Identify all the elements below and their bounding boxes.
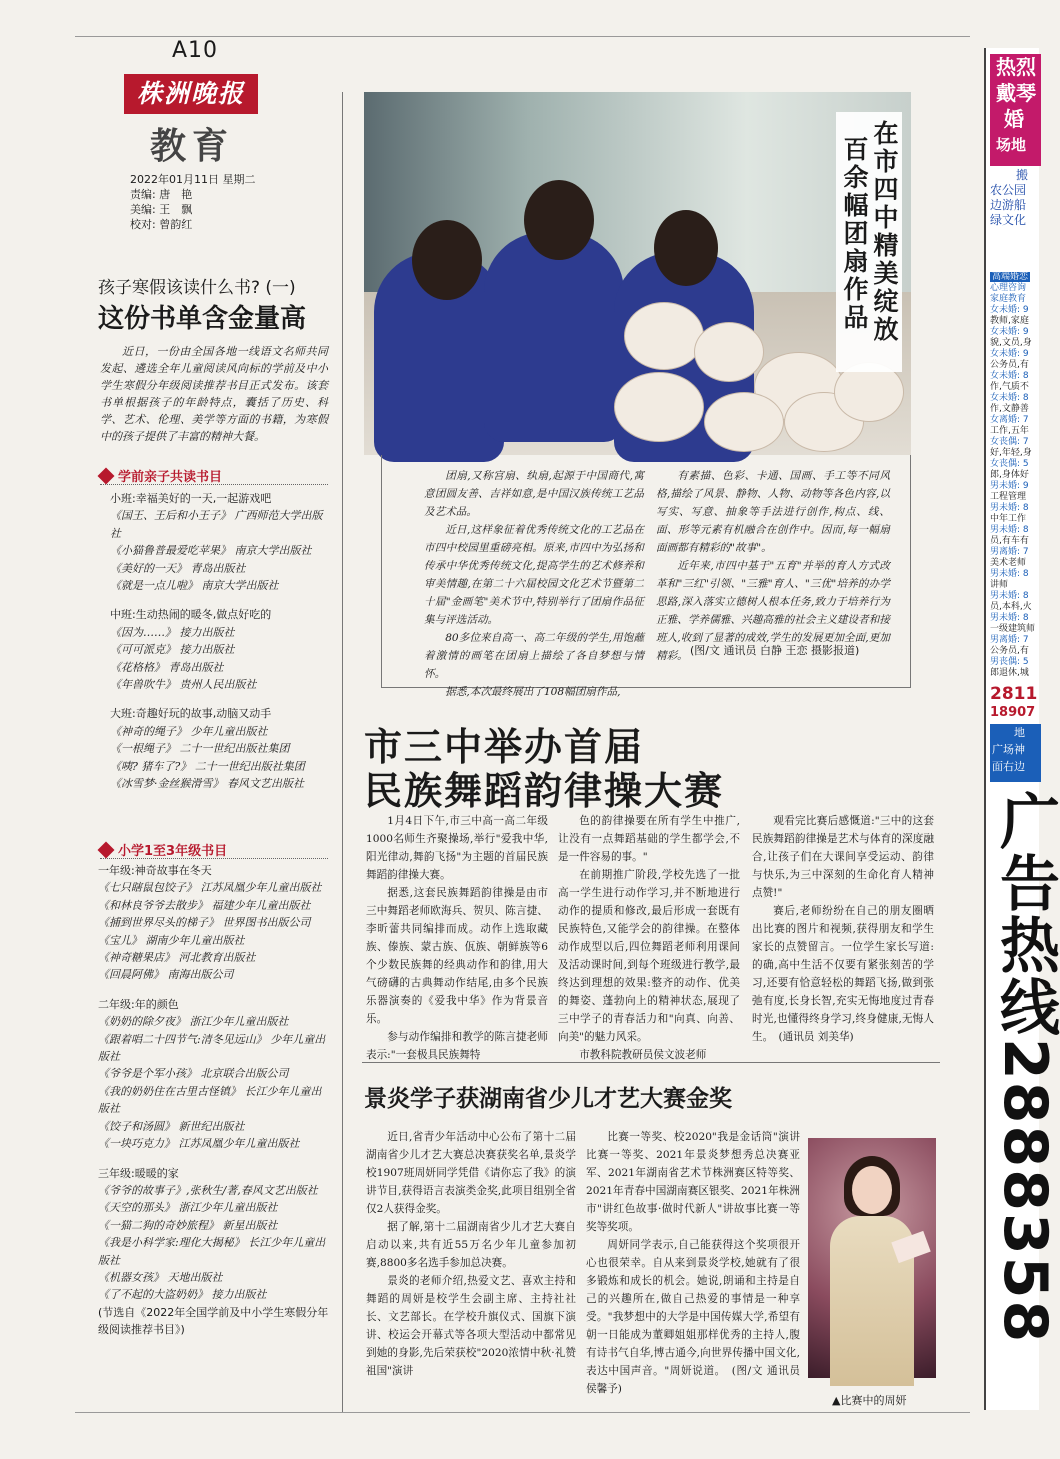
ad-listing-line: 讲师 [990,580,1009,590]
ad-listing-line: 女未婚: 9 [990,305,1029,315]
ad-listing-line: 男未婚: 8 [990,613,1029,623]
lead-article-intro: 近日，一份由全国各地一线语文名师共同发起、遴选全年儿童阅读风向标的学前及中小学生寒假分年级阅读推荐书目正式发布。该套书单根据孩子的年龄特点，囊括了历史、科学、艺术、伦理、美学等方面的书籍，为寒假中的孩子提供了丰富的精神大餐。 [100,345,328,443]
book-entry: 《美好的一天》 青岛出版社 [110,561,246,575]
paragraph: 近日,这样象征着优秀传统文化的工艺品在市四中校园里重磅亮相。原来,市四中为弘扬和传承中华优秀传统文化,提高学生的艺术修养和审美情趣,在第二十六届校园文化艺术节暨第二十届"金画笔"美术节中,特别举行了团扇作品征集与评选活动。 [424,524,644,626]
portrait-caption: ▲比赛中的周妍 [832,1394,907,1407]
book-group-label: 大班:奇趣好玩的故事,动脑又动手 [110,707,272,721]
ad-listing-line: 好,年轻,身 [990,448,1032,458]
book-entry: 《神奇的绳子》 少年儿童出版社 [110,724,268,738]
ad-listing-line: 男未婚: 9 [990,481,1029,491]
paragraph: 据了解,第十二届湖南省少儿才艺大赛自启动以来,共有近55万名少年儿童参加初赛,8800多名选手参加总决赛。 [366,1221,576,1269]
book-entry: 《就是一点儿啦》 南京大学出版社 [110,579,279,593]
ad-listing-line: 男未婚: 8 [990,591,1029,601]
ad-headline [990,54,1041,166]
ad-listing-line: 高端婚恋 [992,272,1029,282]
newspaper-masthead: 株洲晚报 [124,74,258,114]
book-entry: 《咦? 猪车了?》 二十一世纪出版社集团 [110,759,305,773]
dance-article-title-line2: 民族舞蹈韵律操大赛 [364,769,725,813]
subsection-preschool-heading [100,466,222,485]
preschool-book-list [110,490,328,793]
book-entry: 《和林良爷爷去散步》 福建少年儿童出版社 [98,898,311,912]
ad-listing-line: 男未婚: 8 [990,503,1029,513]
ad-subtext-line: 边游船 [990,198,1027,212]
book-entry: 《小猫鲁普最爱吃苹果》 南京大学出版社 [110,544,312,558]
ad-subtext [990,168,1041,228]
fan-article-col1 [424,467,644,701]
subsection-rule [100,858,328,859]
ad-listing-line: 作,气质不 [990,382,1029,392]
ad-listing-line: 员,本科,火 [990,602,1032,612]
ad-listing-line: 男离婚: 7 [990,635,1029,645]
ad-listing-line: 一级建筑师 [990,624,1036,634]
book-group-label: 中班:生动热闹的暖冬,做点好吃的 [110,608,272,622]
article-separator [362,1062,940,1063]
list-spacer [110,693,328,705]
book-entry: 《跟着唱二十四节气:清冬见远山》 少年儿童出版社 [98,1032,326,1064]
subsection-grade1-3-heading [100,840,227,859]
paragraph: 赛后,老师纷纷在自己的朋友圈晒出比赛的图片和视频,获得朋友和学生家长的点赞留言。一位学生家长写道:的确,高中生活不仅要有紧张刻苦的学习,还要有恰意轻松的舞蹈飞扬,做到张弛有度,长身长智,充实无悔地度过青春时光,也懂得终身学习,终身健康,无悔人生。 (通讯员 刘美华) [752,905,934,1043]
fan-text-border [381,455,382,687]
ad-listing-line: 工程管理 [990,492,1027,502]
photo-headline-line2: 百余幅团扇作品 [840,136,869,332]
paragraph: 市教科院教研员侯文波老师 [579,1049,707,1061]
ad-subtext-line: 搬 [1016,168,1029,182]
book-entry: 《一块巧克力》 江苏凤凰少年儿童出版社 [98,1137,300,1151]
book-entry: 《因为……》 接力出版社 [110,625,235,639]
book-entry: 《花格格》 青岛出版社 [110,660,224,674]
book-entry: 《机器女孩》 天地出版社 [98,1270,223,1284]
paragraph: 观看完比赛后感慨道:"三中的这套民族舞蹈韵律操是艺术与体育的深度融合,让孩子们在大课间享受运动、韵律与快乐,为三中深刻的生命化育人精神点赞!" [752,815,934,899]
paragraph: 据悉,这套民族舞蹈韵律操是由市三中舞蹈老师欧海兵、贺贝、陈言捷、李昕蕾共同编排而成。动作上选取藏族、傣族、蒙古族、佤族、朝鲜族等6个少数民族舞的经典动作和韵律,用大气磅礴的古典舞动作结尾,由多个民族乐器演奏的《爱我中华》作为背景音乐。 [366,887,548,1025]
subsection-rule [100,484,328,485]
ad-listing-line: 教师,家庭 [990,316,1029,326]
book-group-label: 一年级:神奇故事在冬天 [98,864,212,877]
book-group-label: 二年级:年的颜色 [98,997,179,1011]
ad-address-line: 地 [1014,726,1025,739]
book-entry: 《神奇糖果店》 河北教育出版社 [98,951,256,965]
diamond-icon [98,468,115,485]
ad-headline-line: 热烈 [996,55,1036,79]
issue-date: 2022年01月11日 星期二 [130,173,256,186]
ad-listing-line: 家庭教育 [990,294,1027,304]
ad-phone-secondary: 18907 [990,705,1036,720]
ad-listing-line: 男离婚: 7 [990,547,1029,557]
lead-article-kicker: 孩子寒假该读什么书? (一) [98,278,296,298]
dance-article-col2 [558,812,740,1064]
jingyan-article-title: 景炎学子获湖南省少儿才艺大赛金奖 [364,1086,732,1112]
dance-article-title-line1: 市三中举办首届 [364,725,645,769]
book-entry: 《奶奶的除夕夜》 浙江少年儿童出版社 [98,1015,289,1029]
ad-hotline-vertical: 广告热线2888358 [990,790,1060,1345]
ad-listing-line: 作,文静善 [990,404,1029,414]
ad-address-line: 广场神 [992,743,1025,756]
fan-students-photo [364,92,911,455]
book-entry: 《一猫二狗的奇妙旅程》 新星出版社 [98,1218,278,1232]
book-entry: 《可可派克》 接力出版社 [110,643,235,657]
ad-listing-line: 美术老师 [990,558,1027,568]
book-entry: 《一根绳子》 二十一世纪出版社集团 [110,742,290,756]
paragraph: 在前期推广阶段,学校先选了一批高一学生进行动作学习,并不断地进行动作的提质和修改,最后形成一套既有民族特色,又能学会的韵律操。在整体动作成型以后,四位舞蹈老师利用课间及活动课时间,到每个班级进行教学,最终达到理想的效果:整齐的动作、优美的舞姿、蓬勃向上的精神状态,展现了三中学子的青春活力和"向真、向善、向美"的魅力风采。 [558,869,740,1043]
column-divider [342,92,343,1412]
ad-listing-line: 心理咨询 [990,283,1027,293]
student-portrait-photo [808,1138,936,1378]
dance-article-col1 [366,812,548,1064]
ad-subtext-line: 农公园 [990,183,1027,197]
paragraph: 团扇,又称宫扇、纨扇,起源于中国商代,寓意团圆友善、吉祥如意,是中国汉族传统工艺品及艺术品。 [424,470,644,518]
list-spacer [110,594,328,606]
paragraph: 比赛一等奖、校2020"我是金话筒"演讲比赛一等奖、2021年景炎梦想秀总决赛亚军、2021年湖南省艺术节株洲赛区特等奖、2021年青春中国湖南赛区银奖、2021年株洲市"讲红色故事·做时代新人"讲故事比赛一等奖等奖项。 [586,1131,800,1233]
editor-credits [130,172,256,232]
book-entry: 《我是小科学家:理化大揭秘》 长江少年儿童出版社 [98,1236,326,1267]
book-entry: 《冰雪梦·金丝猴滑雪》 春风文艺出版社 [110,777,304,791]
book-entry: 《宝儿》 湖南少年儿童出版社 [98,933,245,947]
fan-text-border [910,455,911,687]
paragraph: 有素描、色彩、卡通、国画、手工等不同风格,描绘了风景、静物、人物、动物等各色内容,以写实、写意、抽象等手法进行创作,构点、线、面、形等元素有机融合在创作中。因而,每一幅扇面画都有精彩的"故事"。 [656,470,890,554]
ad-listing-line: 公务员,有 [990,360,1029,370]
subsection-label: 学前亲子共读书目 [118,470,223,485]
ad-listing-line: 女未婚: 8 [990,371,1029,381]
list-spacer [98,1153,330,1165]
ad-phone: 2811 [990,684,1038,704]
ad-listing-line: 女丧偶: 7 [990,437,1029,447]
ad-listing-line: 工作,五年 [990,426,1029,436]
bottom-rule [75,1412,970,1413]
ad-listing-line: 郎退休,城 [990,668,1029,678]
dance-article-col3 [752,812,934,1046]
book-entry: 《国王、王后和小王子》 广西师范大学出版社 [110,509,323,540]
book-group-label: 三年级:暖暖的家 [98,1166,179,1180]
photo-headline-line1: 在市四中精美绽放 [870,120,899,344]
fan-article-col2 [656,467,890,665]
photo-headline [836,112,902,372]
ad-listing-line: 员,有车有 [990,536,1029,546]
book-entry: 《捕到世界尽头的梯子》 世界图书出版公司 [98,916,311,930]
jingyan-article-col2 [586,1128,800,1398]
ad-listing-line: 女未婚: 9 [990,327,1029,337]
grade1-3-book-list [98,862,330,1339]
designer-line: 美编: 王 飘 [130,203,193,216]
ad-headline-line: 场地 [996,136,1027,154]
proofreader-line: 校对: 曾韵红 [130,218,193,231]
paragraph: 景炎的老师介绍,热爱文艺、喜欢主持和舞蹈的周妍是校学生会副主席、主持社社长、文艺部长。在学校升旗仪式、国旗下演讲、校运会开幕式等各项大型活动中都常见到她的身影,先后荣获校"2020浓情中秋·礼赞祖国"演讲 [366,1275,576,1377]
ad-listing-line: 女丧偶: 5 [990,459,1029,469]
page-number: A10 [172,38,219,63]
ad-listing-line: 公务员,有 [990,646,1029,656]
paragraph: 近日,省青少年活动中心公布了第十二届湖南省少儿才艺大赛总决赛获奖名单,景炎学校1907班周妍同学凭借《请你忘了我》的演讲节目,获得语言表演类金奖,此项目组别全省仅2人获得金奖。 [366,1131,576,1215]
ad-listing-line: 中年工作 [990,514,1027,524]
ad-listing [990,272,1041,679]
ad-listing-line: 男未婚: 8 [990,569,1029,579]
top-rule [75,36,970,37]
ad-listing-line: 女离婚: 7 [990,415,1029,425]
ad-listing-line: 男丧偶: 5 [990,657,1029,667]
ad-subtext-line: 绿文化 [990,213,1027,227]
book-entry: 《七只瞎鼠包饺子》 江苏凤凰少年儿童出版社 [98,881,322,895]
ad-listing-line: 貌,文员,身 [990,338,1032,348]
book-group-label: (节选自《2022年全国学前及中小学生寒假分年级阅读推荐书目》) [98,1305,329,1337]
book-entry: 《爷爷是个军小孩》 北京联合出版公司 [98,1067,289,1081]
matchmaking-ad-strip [984,48,1060,1410]
diamond-icon [98,842,115,859]
paragraph: 80多位来自高一、高二年级的学生,用饱蘸着激情的画笔在团扇上描绘了各自梦想与情怀。 [424,632,644,680]
ad-listing-line: 男未婚: 8 [990,525,1029,535]
jingyan-article-col1 [366,1128,576,1380]
book-entry: 《回晨阿佛》 南海出版公司 [98,968,234,982]
ad-address [990,724,1041,782]
paragraph: 近年来,市四中基于"五育"并举的育人方式改革和"三红"引领、"三雅"育人、"三优"培养的办学思路,深入落实立德树人根本任务,致力于培养行为正雅、学养儒雅、兴趣高雅的社会主义建设者和接班人,收到了显著的成效,学生的发展更加全面,更加精彩。 [656,560,890,662]
paragraph: 1月4日下午,市三中高一高二年级1000名师生齐聚操场,举行"爱我中华,阳光律动,舞韵飞扬"为主题的首届民族舞蹈韵律操大赛。 [366,815,548,881]
book-entry: 《了不起的大盗奶奶》 接力出版社 [98,1288,267,1302]
ad-address-line: 面右边 [992,760,1025,773]
book-entry: 《天空的那头》 浙江少年儿童出版社 [98,1201,278,1215]
paragraph: 据悉,本次最终展出了108幅团扇作品, [445,686,621,698]
lead-article-title: 这份书单含金量高 [98,304,307,334]
ad-listing-line: 郎,身体好 [990,470,1029,480]
section-title: 教育 [150,125,235,167]
ad-listing-line: 女未婚: 8 [990,393,1029,403]
book-entry: 《饺子和汤圆》 新世纪出版社 [98,1119,245,1133]
book-entry: 《我的奶奶住在古里古怪镇》 长江少年儿童出版社 [98,1084,322,1116]
paragraph: 色的韵律操要在所有学生中推广,让没有一点舞蹈基础的学生都学会,不是一件容易的事。" [558,815,740,863]
book-entry: 《爷爷的故事子》,张秋生/著,春风文艺出版社 [98,1183,318,1197]
fan-article-byline: (图/文 通讯员 白静 王恋 摄影报道) [690,644,860,657]
subsection-label: 小学1至3年级书目 [118,844,228,859]
paragraph: 周妍同学表示,自己能获得这个奖项很开心也很荣幸。自从来到景炎学校,她就有了很多锻炼和成长的机会。她说,朗诵和主持是自己的兴趣所在,做自己热爱的事情是一种享受。"我梦想中的大学是中国传媒大学,希望有朝一日能成为董卿姐姐那样优秀的主持人,腹有诗书气自华,博古通今,向世界传播中国文化,表达中国声音。"周妍说道。 (图/文 通讯员 侯馨予) [586,1239,800,1395]
ad-listing-line: 女未婚: 9 [990,349,1029,359]
book-group-label: 小班:幸福美好的一天,一起游戏吧 [110,492,272,505]
editor-line: 责编: 唐 艳 [130,188,193,201]
paragraph: 参与动作编排和教学的陈言捷老师表示:"一套极具民族舞特 [366,1031,548,1061]
list-spacer [98,984,330,996]
book-entry: 《年兽吹牛》 贵州人民出版社 [110,678,257,692]
ad-headline-line: 婚 [1004,107,1024,131]
ad-headline-line: 戴琴 [996,81,1036,105]
